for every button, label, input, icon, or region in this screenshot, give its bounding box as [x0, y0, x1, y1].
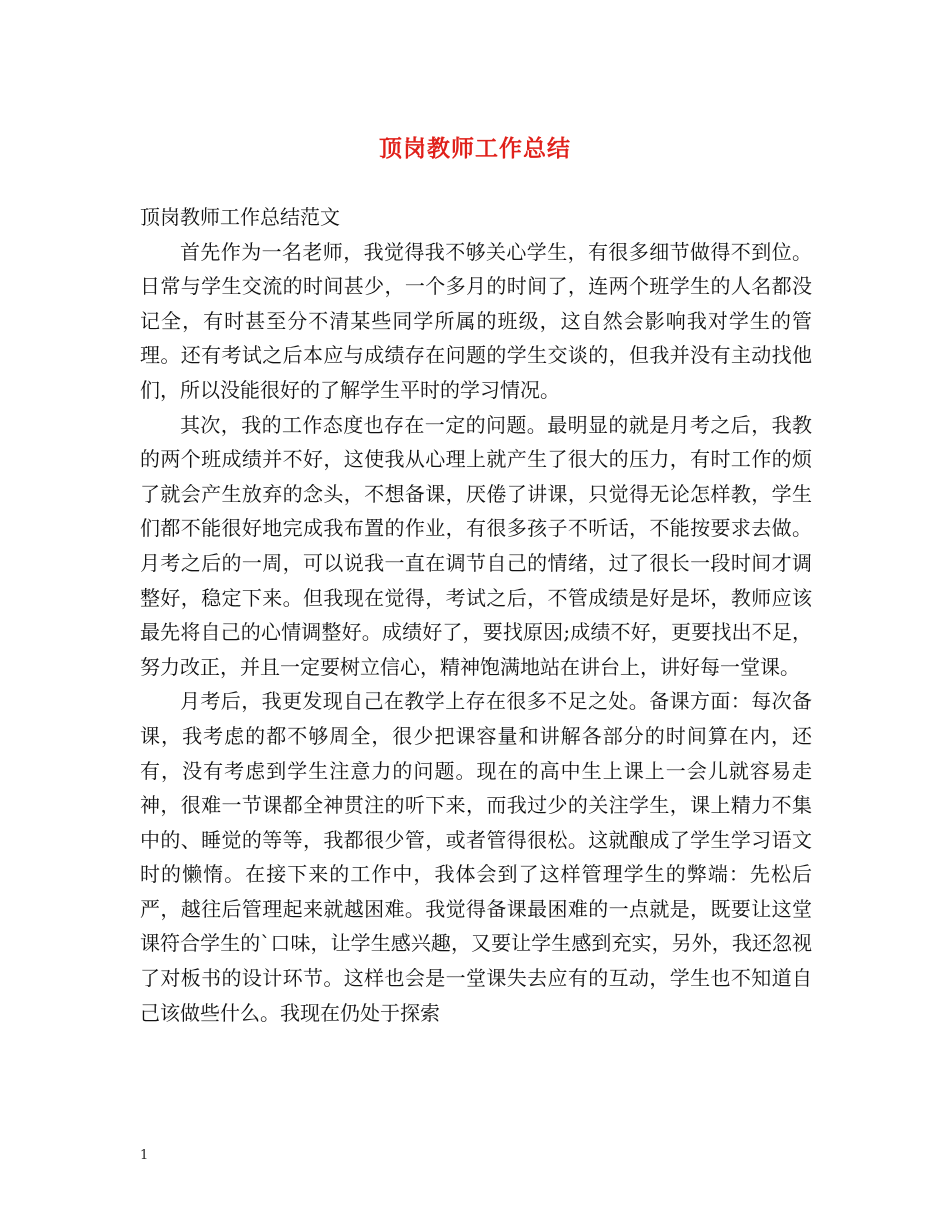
document-body: [140, 200, 812, 1030]
paragraph-2: 其次，我的工作态度也存在一定的问题。最明显的就是月考之后，我教的两个班成绩并不好，这使我从心理上就产生了很大的压力，有时工作的烦了就会产生放弃的念头，不想备课，厌倦了讲课，只觉得无论怎样教，学生们都不能很好地完成我布置的作业，有很多孩子不听话，不能按要求去做。月考之后的一周，可以说我一直在调节自己的情绪，过了很长一段时间才调整好，稳定下来。但我现在觉得，考试之后，不管成绩是好是坏，教师应该最先将自己的心情调整好。成绩好了，要找原因;成绩不好，更要找出不足，努力改正，并且一定要树立信心，精神饱满地站在讲台上，讲好每一堂课。: [140, 412, 812, 679]
page-number: 1: [140, 1148, 149, 1163]
document-title: 顶岗教师工作总结: [379, 135, 571, 162]
paragraph-1: 首先作为一名老师，我觉得我不够关心学生，有很多细节做得不到位。日常与学生交流的时间甚少，一个多月的时间了，连两个班学生的人名都没记全，有时甚至分不清某些同学所属的班级，这自然会影响我对学生的管理。还有考试之后本应与成绩存在问题的学生交谈的，但我并没有主动找他们，所以没能很好的了解学生平时的学习情况。: [140, 239, 812, 402]
paragraph-3: 月考后，我更发现自己在教学上存在很多不足之处。备课方面：每次备课，我考虑的都不够周全，很少把课容量和讲解各部分的时间算在内，还有，没有考虑到学生注意力的问题。现在的高中生上课上一会儿就容易走神，很难一节课都全神贯注的听下来，而我过少的关注学生，课上精力不集中的、睡觉的等等，我都很少管，或者管得很松。这就酿成了学生学习语文时的懒惰。在接下来的工作中，我体会到了这样管理学生的弊端：先松后严，越往后管理起来就越困难。我觉得备课最困难的一点就是，既要让这堂课符合学生的`口味，让学生感兴趣，又要让学生感到充实，另外，我还忽视了对板书的设计环节。这样也会是一堂课失去应有的互动，学生也不知道自己该做些什么。我现在仍处于探索: [140, 689, 812, 1025]
document-subtitle: 顶岗教师工作总结范文: [140, 205, 340, 229]
